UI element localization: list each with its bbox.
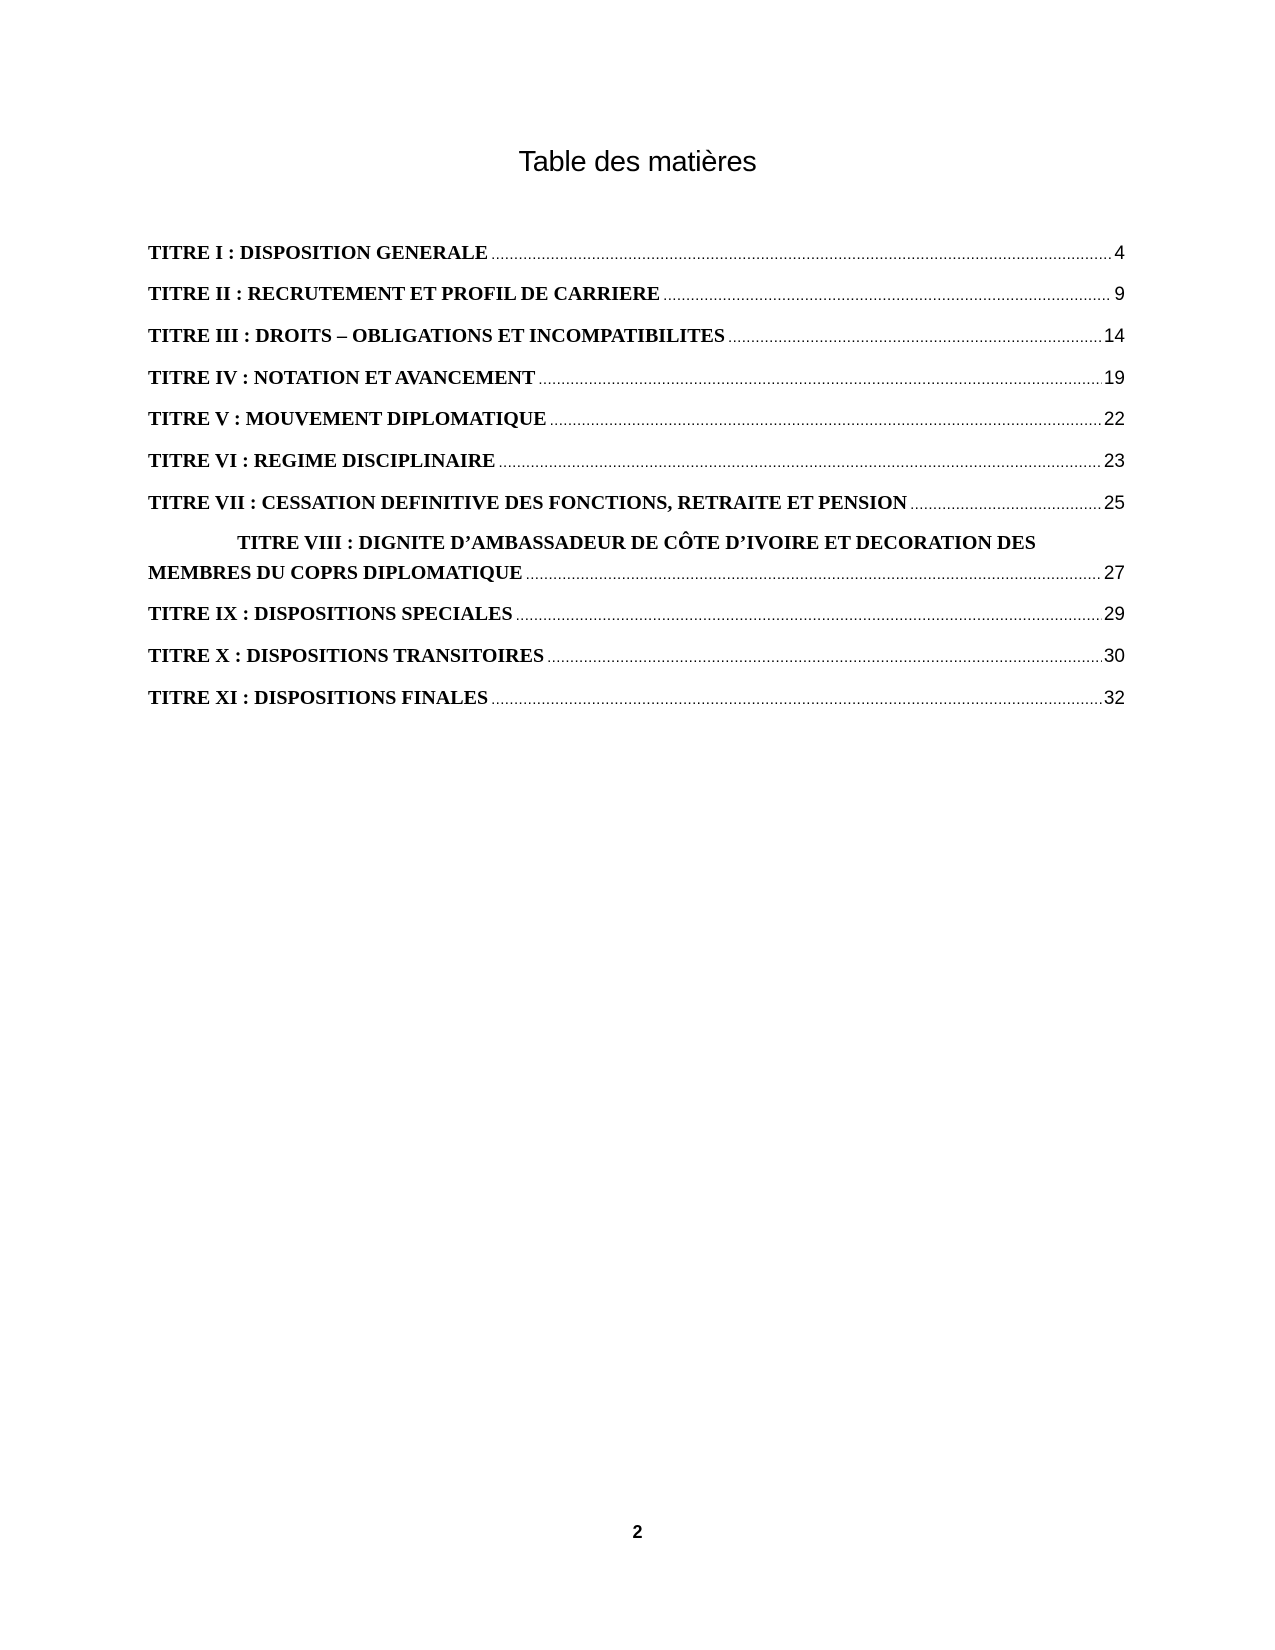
dot-leader xyxy=(550,412,1102,429)
toc-entry-titre-8-line2[interactable] xyxy=(148,562,1125,592)
toc-entry-page: 29 xyxy=(1103,604,1125,625)
toc-entry-page: 19 xyxy=(1103,368,1125,389)
toc-title: Table des matières xyxy=(518,146,757,178)
page-number: 2 xyxy=(632,1522,643,1542)
dot-leader xyxy=(547,649,1102,666)
toc-entry-label: TITRE V : MOUVEMENT DIPLOMATIQUE xyxy=(148,408,547,430)
toc-entry-label-line1: TITRE VIII : DIGNITE D’AMBASSADEUR DE CÔTE D’IVOIRE ET DECORATION DES xyxy=(237,532,1036,554)
toc-entry-page: 22 xyxy=(1103,409,1125,430)
toc-entry-titre-9[interactable] xyxy=(148,603,1125,633)
dot-leader xyxy=(526,566,1102,583)
toc-entry-label: TITRE III : DROITS – OBLIGATIONS ET INCOMPATIBILITES xyxy=(148,325,726,347)
toc-entry-titre-10[interactable] xyxy=(148,645,1125,675)
toc-entry-page: 32 xyxy=(1103,688,1125,709)
toc-entry-label: TITRE XI : DISPOSITIONS FINALES xyxy=(148,687,489,709)
dot-leader xyxy=(491,246,1112,263)
dot-leader xyxy=(538,371,1102,388)
toc-entry-label: TITRE II : RECRUTEMENT ET PROFIL DE CARRIERE xyxy=(148,283,661,305)
toc-entry-page: 4 xyxy=(1114,243,1125,264)
toc-entry-label: TITRE IV : NOTATION ET AVANCEMENT xyxy=(148,367,536,389)
toc-entry-label-line2: MEMBRES DU COPRS DIPLOMATIQUE xyxy=(148,562,523,584)
toc-entry-titre-3[interactable] xyxy=(148,325,1125,355)
toc-entry-titre-4[interactable] xyxy=(148,367,1125,397)
toc-entry-titre-5[interactable] xyxy=(148,408,1125,438)
dot-leader xyxy=(498,454,1101,471)
dot-leader xyxy=(491,691,1102,708)
toc-entry-page: 9 xyxy=(1114,284,1125,305)
toc-entry-label: TITRE IX : DISPOSITIONS SPECIALES xyxy=(148,603,513,625)
dot-leader xyxy=(728,329,1102,346)
toc-entry-titre-11[interactable] xyxy=(148,687,1125,717)
dot-leader xyxy=(910,496,1102,513)
dot-leader xyxy=(663,287,1112,304)
toc-entry-titre-1[interactable] xyxy=(148,242,1125,272)
toc-entry-page: 30 xyxy=(1103,646,1125,667)
dot-leader xyxy=(516,607,1102,624)
toc-entry-titre-2[interactable] xyxy=(148,283,1125,313)
toc-entry-page: 14 xyxy=(1103,326,1125,347)
toc-entry-label: TITRE X : DISPOSITIONS TRANSITOIRES xyxy=(148,645,545,667)
toc-entry-label: TITRE I : DISPOSITION GENERALE xyxy=(148,242,489,264)
toc-entry-titre-7[interactable] xyxy=(148,492,1125,522)
toc-entry-page: 23 xyxy=(1103,451,1125,472)
toc-entry-label: TITRE VI : REGIME DISCIPLINAIRE xyxy=(148,450,496,472)
toc-entry-page: 25 xyxy=(1103,493,1125,514)
toc-entry-titre-6[interactable] xyxy=(148,450,1125,480)
toc-entry-label: TITRE VII : CESSATION DEFINITIVE DES FONCTIONS, RETRAITE ET PENSION xyxy=(148,492,908,514)
toc-entry-page: 27 xyxy=(1103,563,1125,584)
